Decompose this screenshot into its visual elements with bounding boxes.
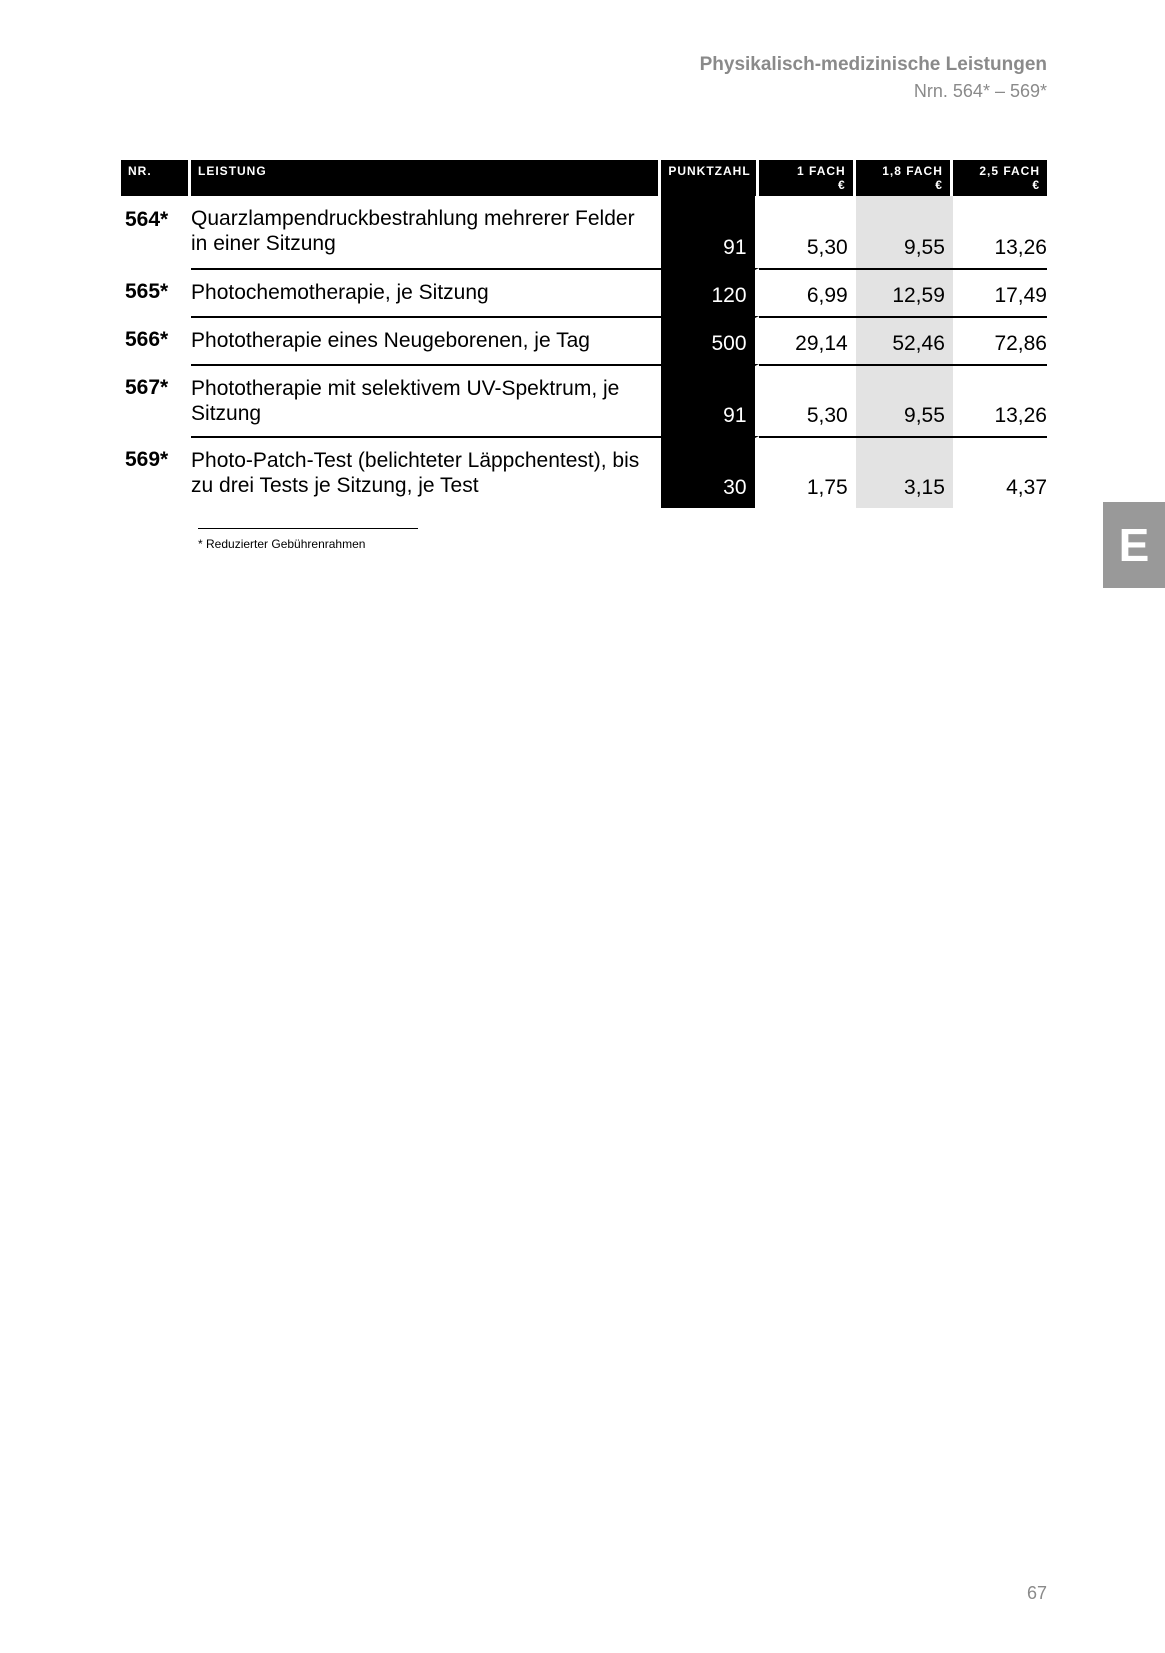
row-nr: 567* (125, 376, 169, 399)
row-punktzahl: 91 (661, 196, 758, 268)
currency-symbol: € (935, 178, 943, 192)
row-punktzahl: 91 (661, 364, 758, 436)
row-2-5-fach: 72,86 (953, 316, 1047, 364)
page-header (700, 52, 1047, 104)
row-punktzahl: 120 (661, 268, 758, 316)
section-tab-e: E (1103, 502, 1165, 588)
row-nr: 564* (125, 208, 169, 231)
row-1-fach: 5,30 (759, 364, 856, 436)
table-row (121, 196, 1047, 268)
row-punktzahl: 500 (661, 316, 758, 364)
table-row (121, 364, 1047, 436)
row-1-8-fach: 52,46 (856, 316, 953, 364)
table-row (121, 316, 1047, 364)
page-number: 67 (1026, 1583, 1047, 1603)
row-leistung: Photo-Patch-Test (belichteter Läppchentest), bis zu drei Tests je Sitzung, je Test (191, 436, 661, 508)
row-1-8-fach: 3,15 (856, 436, 953, 508)
header-1-fach (759, 160, 856, 196)
row-2-5-fach: 13,26 (953, 364, 1047, 436)
header-nr: NR. (121, 160, 191, 196)
row-nr: 569* (125, 448, 169, 471)
row-1-8-fach: 9,55 (856, 364, 953, 436)
row-leistung: Phototherapie eines Neugeborenen, je Tag (191, 316, 661, 364)
row-leistung: Phototherapie mit selektivem UV-Spektrum, je Sitzung (191, 364, 661, 436)
row-1-fach: 5,30 (806, 236, 848, 259)
header-1-fach-label: 1 FACH (797, 164, 846, 178)
header-1-8-fach-label: 1,8 FACH (882, 164, 943, 178)
fee-table (121, 160, 1047, 508)
footnote: * Reduzierter Gebührenrahmen (198, 537, 366, 551)
header-2-5-fach (953, 160, 1047, 196)
number-range: Nrn. 564* – 569* (913, 81, 1047, 101)
table-row (121, 436, 1047, 508)
row-leistung: Photochemotherapie, je Sitzung (191, 268, 661, 316)
row-1-fach: 29,14 (759, 316, 856, 364)
table-row (121, 268, 1047, 316)
header-leistung: LEISTUNG (191, 160, 661, 196)
currency-symbol: € (838, 178, 846, 192)
row-1-fach: 6,99 (759, 268, 856, 316)
header-1-8-fach (856, 160, 953, 196)
row-1-8-fach: 9,55 (856, 196, 953, 268)
footnote-divider (198, 528, 418, 529)
section-title: Physikalisch-medizinische Leistungen (699, 54, 1047, 75)
currency-symbol: € (1032, 178, 1040, 192)
row-2-5-fach: 17,49 (953, 268, 1047, 316)
header-2-5-fach-label: 2,5 FACH (979, 164, 1040, 178)
row-punktzahl: 30 (661, 436, 758, 508)
table-header-row (121, 160, 1047, 196)
row-1-8-fach: 12,59 (856, 268, 953, 316)
row-leistung: Quarzlampendruckbestrahlung mehrerer Felder in einer Sitzung (191, 207, 635, 255)
row-nr: 565* (125, 280, 169, 303)
row-nr: 566* (125, 328, 169, 351)
row-2-5-fach: 13,26 (994, 236, 1047, 259)
header-punktzahl: PUNKTZAHL (661, 160, 758, 196)
row-2-5-fach: 4,37 (953, 436, 1047, 508)
row-1-fach: 1,75 (759, 436, 856, 508)
